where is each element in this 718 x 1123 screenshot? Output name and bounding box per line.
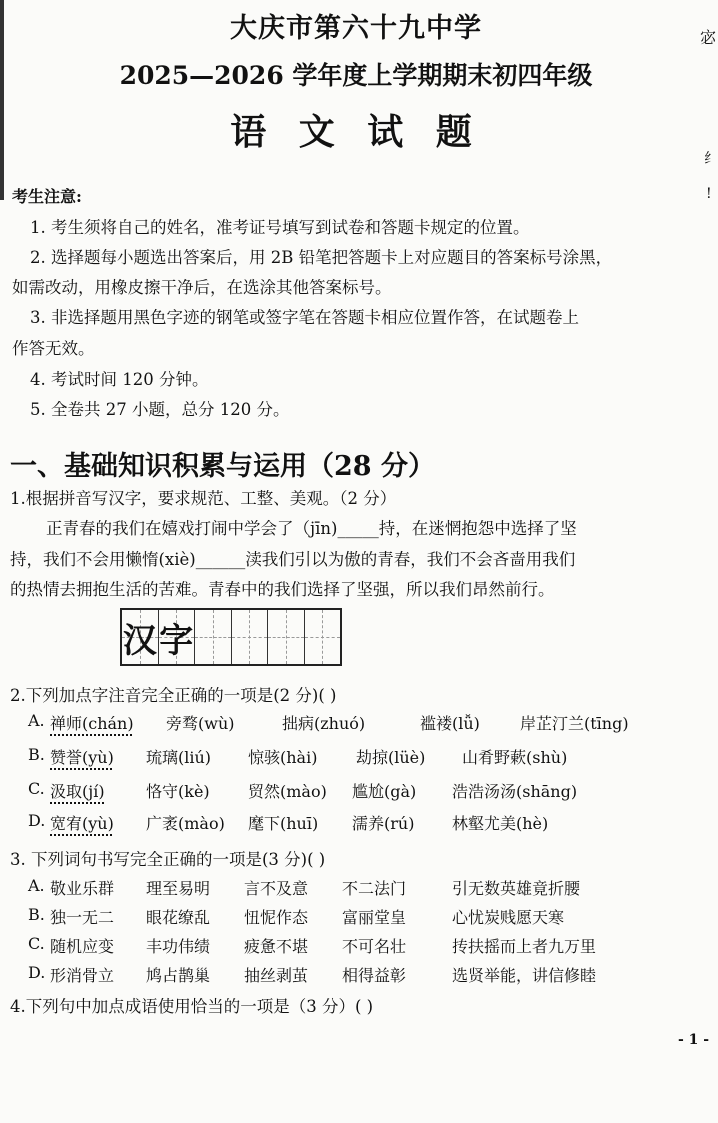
question-1-line: 正青春的我们在嬉戏打闹中学会了（jīn)_____持，在迷惘抱怨中选择了坚 bbox=[46, 519, 577, 538]
notice-item: 5. 全卷共 27 小题，总分 120 分。 bbox=[30, 400, 290, 419]
option-item: 劫掠(lüè) bbox=[356, 748, 426, 767]
question-3-stem: 3. 下列词句书写完全正确的一项是(3 分)( ) bbox=[10, 850, 326, 869]
grid-cell bbox=[232, 610, 269, 664]
option-item: 广袤(mào) bbox=[146, 814, 225, 833]
option-item: 宽宥(yù) bbox=[50, 814, 114, 833]
grid-cell bbox=[195, 610, 232, 664]
grid-cell: 汉 bbox=[122, 610, 159, 664]
option-label: C. bbox=[28, 779, 45, 798]
option-item: 言不及意 bbox=[244, 879, 309, 898]
option-label: D. bbox=[28, 963, 46, 982]
option-item: 抟扶摇而上者九万里 bbox=[452, 937, 597, 956]
notice-item: 3. 非选择题用黑色字迹的钢笔或签字笔在答题卡相应位置作答，在试题卷上 bbox=[30, 308, 579, 327]
option-item: 疲惫不堪 bbox=[244, 937, 309, 956]
option-item: 琉璃(liú) bbox=[146, 748, 212, 767]
school-title: 大庆市第六十九中学 bbox=[230, 13, 482, 44]
option-item: 浩浩汤汤(shāng) bbox=[452, 782, 578, 801]
option-item: 理至易明 bbox=[146, 879, 211, 898]
notice-item: 1. 考生须将自己的姓名，准考证号填写到试卷和答题卡规定的位置。 bbox=[30, 218, 530, 237]
grid-cell: 字 bbox=[159, 610, 196, 664]
edge-mark: 宓 bbox=[700, 28, 717, 47]
notice-item: 作答无效。 bbox=[12, 339, 95, 358]
notice-item: 4. 考试时间 120 分钟。 bbox=[30, 370, 209, 389]
question-4-stem: 4.下列句中加点成语使用恰当的一项是（3 分）( ) bbox=[10, 997, 374, 1016]
question-2-stem: 2.下列加点字注音完全正确的一项是(2 分)( ) bbox=[10, 686, 337, 705]
grid-cell bbox=[268, 610, 305, 664]
option-item: 尴尬(gà) bbox=[352, 782, 417, 801]
notice-item: 如需改动，用橡皮擦干净后，在选涂其他答案标号。 bbox=[12, 278, 392, 297]
option-item: 选贤举能，讲信修睦 bbox=[452, 966, 597, 985]
option-item: 贸然(mào) bbox=[248, 782, 327, 801]
question-1-line: 的热情去拥抱生活的苦难。青春中的我们选择了坚强，所以我们昂然前行。 bbox=[10, 580, 555, 599]
option-item: 相得益彰 bbox=[342, 966, 407, 985]
option-item: 赞誉(yù) bbox=[50, 748, 114, 767]
question-1-stem: 1.根据拼音写汉字，要求规范、工整、美观。（2 分） bbox=[10, 489, 397, 508]
option-item: 随机应变 bbox=[50, 937, 115, 956]
page-number: - 1 - bbox=[678, 1032, 710, 1048]
option-item: 褴褛(lǚ) bbox=[420, 714, 480, 733]
option-label: D. bbox=[28, 811, 46, 830]
notice-item: 2. 选择题每小题选出答案后，用 2B 铅笔把答题卡上对应题目的答案标号涂黑， bbox=[30, 248, 613, 267]
term-title: 2025—2026 学年度上学期期末初四年级 bbox=[119, 61, 593, 90]
option-item: 旁骛(wù) bbox=[166, 714, 235, 733]
option-item: 惊骇(hài) bbox=[248, 748, 318, 767]
option-item: 敬业乐群 bbox=[50, 879, 115, 898]
option-item: 引无数英雄竟折腰 bbox=[452, 879, 581, 898]
option-label: B. bbox=[28, 905, 45, 924]
writing-grid bbox=[120, 608, 342, 666]
edge-mark: 纟 bbox=[704, 151, 718, 167]
option-item: 濡养(rú) bbox=[352, 814, 415, 833]
option-item: 鸠占鹊巢 bbox=[146, 966, 211, 985]
option-item: 心忧炭贱愿天寒 bbox=[452, 908, 565, 927]
option-label: A. bbox=[28, 876, 45, 895]
option-item: 禅师(chán) bbox=[50, 714, 134, 733]
question-1-line: 持，我们不会用懒惰(xiè)______渎我们引以为傲的青春，我们不会吝啬用我们 bbox=[10, 550, 576, 569]
section-title: 一、基础知识积累与运用（28 分） bbox=[10, 451, 435, 482]
option-item: 丰功伟绩 bbox=[146, 937, 211, 956]
option-item: 眼花缭乱 bbox=[146, 908, 211, 927]
option-label: B. bbox=[28, 745, 45, 764]
option-item: 林壑尤美(hè) bbox=[452, 814, 549, 833]
subject-title: 语 文 试 题 bbox=[230, 111, 482, 153]
option-item: 独一无二 bbox=[50, 908, 115, 927]
option-item: 山肴野蔌(shù) bbox=[462, 748, 568, 767]
option-item: 拙病(zhuó) bbox=[282, 714, 366, 733]
option-item: 岸芷汀兰(tīng) bbox=[520, 714, 629, 733]
notice-heading: 考生注意: bbox=[12, 187, 82, 206]
option-item: 抽丝剥茧 bbox=[244, 966, 309, 985]
option-item: 汲取(jí) bbox=[50, 782, 105, 801]
grid-cell bbox=[305, 610, 341, 664]
option-item: 不可名壮 bbox=[342, 937, 407, 956]
option-item: 恪守(kè) bbox=[146, 782, 210, 801]
option-label: C. bbox=[28, 934, 45, 953]
option-item: 麾下(huī) bbox=[248, 814, 319, 833]
option-label: A. bbox=[28, 711, 45, 730]
option-item: 忸怩作态 bbox=[244, 908, 309, 927]
option-item: 不二法门 bbox=[342, 879, 407, 898]
option-item: 富丽堂皇 bbox=[342, 908, 407, 927]
option-item: 形消骨立 bbox=[50, 966, 115, 985]
edge-mark: ! bbox=[706, 186, 712, 202]
